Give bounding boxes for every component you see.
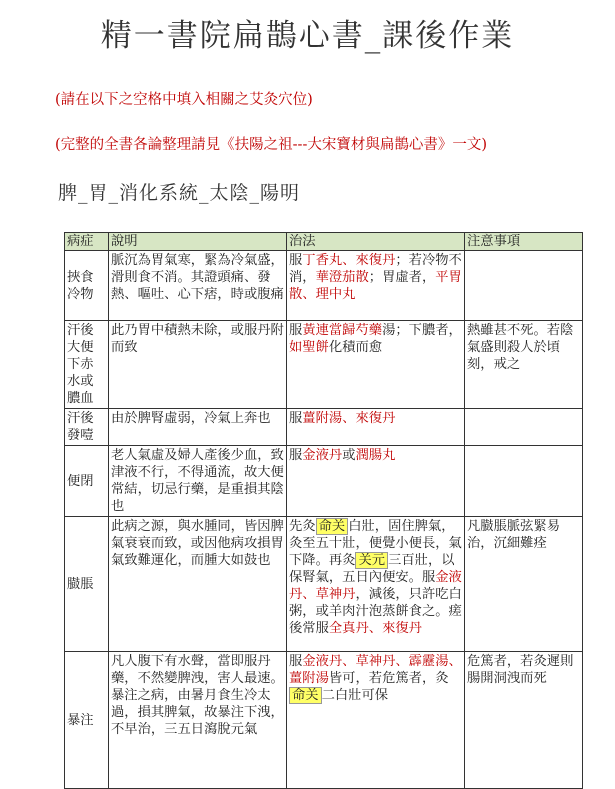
disease-cell: 汗後大便下赤水或膿血 [65,321,109,409]
treatment-cell [287,517,465,652]
remedy-text: 潤腸丸 [355,448,396,463]
treatment-text: 服 [289,654,303,669]
note-cell [465,251,583,321]
reference-note: (完整的全書各論整理請見《扶陽之祖---大宋寶材與扁鵲心書》一文) [55,137,488,153]
acupoint-answer[interactable]: 命关 [316,518,349,535]
treatment-cell [287,321,465,409]
section-subtitle: 脾_胃_消化系統_太陰_陽明 [58,182,301,204]
table-row [65,446,583,517]
treatment-text: 或 [342,448,356,463]
description-cell: 脈沉為胃氣寒，緊為冷氣盛，滑則食不消。其證頭痛、發熱、嘔吐、心下痞，時或腹痛 [109,251,287,321]
treatment-cell [287,446,465,517]
remedy-text: 金液丹、草神丹 [289,570,462,602]
treatment-text: 化積而愈 [328,340,383,355]
treatment-cell [287,251,465,321]
note-cell: 危篤者，若灸遲則腸開洞洩而死 [465,652,583,789]
acupoint-answer[interactable]: 关元 [355,552,388,569]
remedy-text: 金液丹、草神丹、霹靂湯、薑附湯 [289,654,462,686]
note-cell [465,409,583,446]
treatment-text: 皆可，若危篤者，灸 [328,671,449,686]
header-treatment: 治法 [287,233,465,251]
disease-cell: 汗後發噎 [65,409,109,446]
description-cell: 此乃胃中積熱未除，或服丹附而致 [109,321,287,409]
disease-cell: 暴注 [65,652,109,789]
remedy-text: 黃連當歸芍藥 [302,323,383,338]
page-title: 精一書院扁鵲心書_課後作業 [100,18,515,54]
acupoint-answer[interactable]: 命关 [289,687,322,704]
treatment-text: 二白壯可保 [321,688,389,703]
header-disease: 病症 [65,233,109,251]
remedy-text: 華澄茄散 [315,270,369,285]
table-row [65,517,583,652]
note-cell: 凡臌脹脈弦緊易治，沉細難痊 [465,517,583,652]
header-notes: 注意事項 [465,233,583,251]
table-row [65,251,583,321]
disease-cell: 臌脹 [65,517,109,652]
description-cell: 凡人腹下有水聲，當即服丹藥，不然變脾洩，害人最速。暴注之病，由暑月食生冷太過，損其脾氣，故暴注下洩，不早治，三五日瀉脫元氣 [109,652,287,789]
treatment-text: 服 [289,411,303,426]
remedy-text: 薑附湯、來復丹 [302,411,396,426]
treatment-text: ；胃虛者， [368,270,436,285]
table-row [65,409,583,446]
treatment-table [64,232,583,789]
treatment-text: 湯；下膿者， [382,323,462,338]
treatment-text: 服 [289,448,303,463]
remedy-text: 丁香丸、來復丹 [302,253,396,268]
treatment-text: 服 [289,253,303,268]
note-cell [465,446,583,517]
remedy-text: 如聖餅 [289,340,329,355]
remedy-text: 平胃散、理中丸 [289,270,462,302]
note-cell: 熱雖甚不死。若陰氣盛則殺人於頃刻，戒之 [465,321,583,409]
disease-cell: 挾食冷物 [65,251,109,321]
remedy-text: 全真丹、來復丹 [328,621,422,636]
instruction-note: (請在以下之空格中填入相關之艾灸穴位) [55,92,313,108]
treatment-text: 三百壯，以保腎氣，五日內便安。服 [289,553,455,585]
treatment-text: 白壯，固住脾氣，灸至五十壯，便覺小便長，氣下降。再灸 [289,519,462,568]
treatment-text: 先灸 [289,519,316,534]
treatment-cell [287,409,465,446]
table-header-row [65,233,583,251]
remedy-text: 金液丹 [302,448,343,463]
description-cell: 此病之源，與水腫同，皆因脾氣衰衰而致，或因他病攻損胃氣致難運化，而腫大如鼓也 [109,517,287,652]
treatment-text: ，減後，只許吃白粥，或羊肉汁泡蒸餅食之。瘥後常服 [289,587,462,636]
disease-cell: 便閉 [65,446,109,517]
treatment-text: 服 [289,323,303,338]
treatment-text: ；若冷物不消， [289,253,462,285]
description-cell: 老人氣虛及婦人產後少血，致津液不行，不得通流，故大便常結，切忌行藥，是重損其陰也 [109,446,287,517]
description-cell: 由於脾腎虛弱，冷氣上奔也 [109,409,287,446]
header-description: 說明 [109,233,287,251]
table-row [65,321,583,409]
